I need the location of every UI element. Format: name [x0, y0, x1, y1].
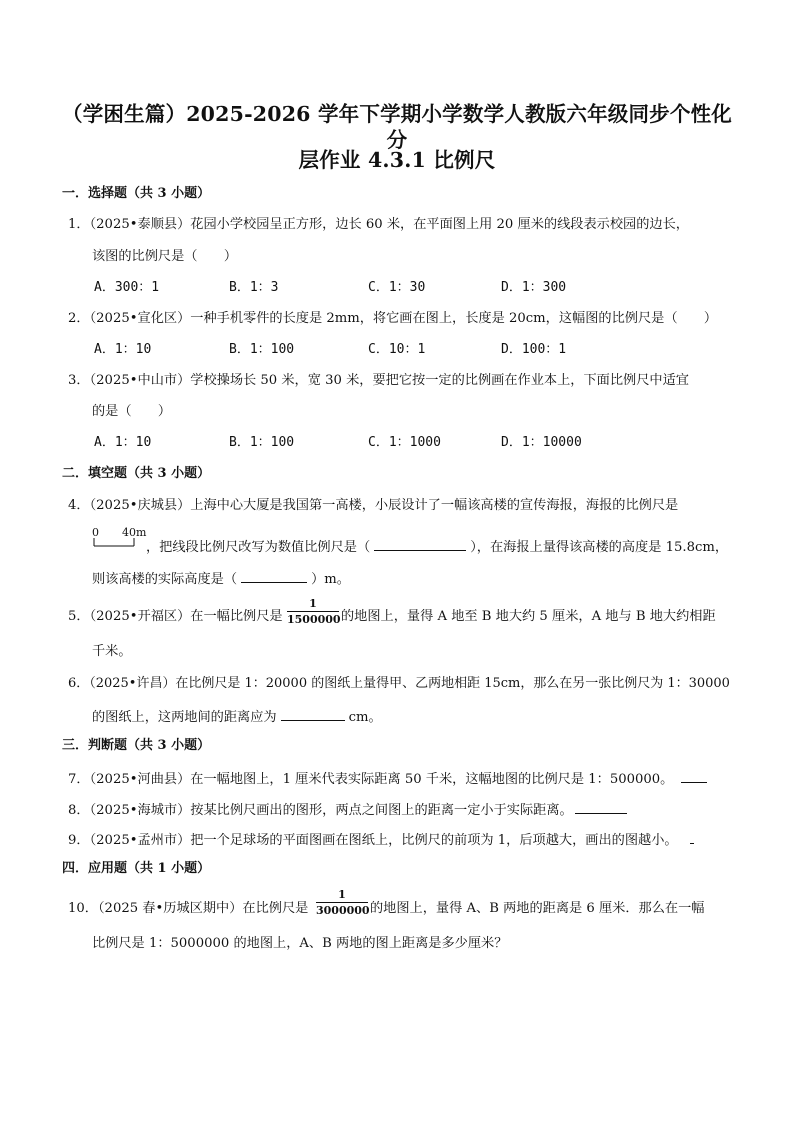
q2-option-d: D．100：1 [501, 342, 567, 357]
q10-fraction-bar [316, 902, 368, 903]
q3-option-a: A．1：10 [94, 435, 152, 450]
q1-option-d: D．1：300 [501, 280, 567, 295]
question-8-line1 [68, 800, 627, 820]
page-title-line1: （学困生篇）2025-2026 学年下学期小学数学人教版六年级同步个性化分 [62, 102, 732, 152]
q4-line3-prefix: 则该高楼的实际高度是（ [92, 572, 238, 587]
q7-blank-answer[interactable] [681, 769, 707, 783]
q2-option-b: B．1：100 [229, 342, 295, 357]
q8-blank-answer[interactable] [575, 800, 627, 814]
question-9-line1 [68, 830, 694, 850]
q1-option-c: C．1：30 [368, 280, 426, 295]
scale-length-label: 40m [122, 526, 147, 539]
question-1-line2: 该图的比例尺是（ ） [92, 249, 238, 264]
section-heading-judge: 三．判断题（共 3 小题） [62, 738, 211, 753]
question-2-line1: 2．（2025•宣化区）一种手机零件的长度是 2mm，将它画在图上，长度是 20cm，这幅图的比例尺是（ ） [68, 311, 718, 326]
page-title-line2: 层作业 4.3.1 比例尺 [298, 148, 496, 172]
q4-blank-ratio[interactable] [374, 537, 466, 551]
q4-line2-prefix: ，把线段比例尺改写为数值比例尺是（ [146, 540, 371, 555]
question-10-line2: 比例尺是 1：5000000 的地图上，A、B 两地的图上距离是多少厘米？ [92, 936, 508, 951]
scale-bar-icon [90, 536, 140, 548]
q6-line2-prefix: 的图纸上，这两地间的距离应为 [92, 710, 277, 725]
q4-line3-suffix: ）m。 [311, 572, 350, 587]
q1-option-a: A．300：1 [94, 280, 160, 295]
q3-option-c: C．1：1000 [368, 435, 441, 450]
q5-fraction-numerator: 1 [309, 597, 317, 610]
q9-text: 9．（2025•孟州市）把一个足球场的平面图画在图纸上，比例尺的前项为 1，后项越大，画出的图越小。 [68, 833, 678, 848]
section-heading-fill: 二．填空题（共 3 小题） [62, 466, 211, 481]
q10-scale-fraction [316, 888, 368, 917]
question-5-prefix: 5．（2025•开福区）在一幅比例尺是 [68, 609, 283, 624]
q10-fraction-denominator: 3000000 [316, 904, 370, 917]
question-4-line1: 4．（2025•庆城县）上海中心大厦是我国第一高楼，小辰设计了一幅该高楼的宣传海报，海报的比例尺是 [68, 498, 679, 513]
q7-text: 7．（2025•河曲县）在一幅地图上，1 厘米代表实际距离 50 千米，这幅地图的比例尺是 1：500000。 [68, 772, 674, 787]
q5-fraction-bar [287, 611, 339, 612]
question-5-line2: 千米。 [92, 644, 132, 659]
q5-scale-fraction [287, 597, 339, 626]
q2-option-a: A．1：10 [94, 342, 152, 357]
q4-line2-suffix: ），在海报上量得该高楼的高度是 15.8cm， [470, 540, 729, 555]
question-5-suffix: 的地图上，量得 A 地至 B 地大约 5 厘米，A 地与 B 地大约相距 [341, 609, 716, 624]
q6-blank-distance[interactable] [281, 707, 345, 721]
question-4-line3 [92, 569, 350, 589]
question-10-prefix: 10．（2025 春•历城区期中）在比例尺是 [68, 901, 309, 916]
question-10-suffix: 的地图上，量得 A、B 两地的距离是 6 厘米．那么在一幅 [370, 901, 705, 916]
q1-option-b: B．1：3 [229, 280, 279, 295]
question-7-line1 [68, 769, 707, 789]
q10-fraction-numerator: 1 [338, 888, 346, 901]
q2-option-c: C．10：1 [368, 342, 426, 357]
segment-scale-diagram [90, 526, 152, 548]
question-1-line1: 1．（2025•泰顺县）花园小学校园呈正方形，边长 60 米，在平面图上用 20 厘米的线段表示校园的边长， [68, 217, 689, 232]
q9-blank-answer[interactable] [690, 830, 694, 844]
section-heading-choice: 一．选择题（共 3 小题） [62, 186, 211, 201]
question-3-line1: 3．（2025•中山市）学校操场长 50 米，宽 30 米，要把它按一定的比例画在作业本上，下面比例尺中适宜 [68, 373, 689, 388]
scale-zero-label: 0 [92, 526, 99, 539]
question-6-line1: 6．（2025•许昌）在比例尺是 1：20000 的图纸上量得甲、乙两地相距 15cm，那么在另一张比例尺为 1：30000 [68, 676, 730, 691]
q3-option-d: D．1：10000 [501, 435, 582, 450]
q4-blank-height[interactable] [241, 569, 307, 583]
question-4-line2 [146, 537, 728, 557]
q5-fraction-denominator: 1500000 [287, 613, 341, 626]
q3-option-b: B．1：100 [229, 435, 295, 450]
section-heading-application: 四．应用题（共 1 小题） [62, 861, 211, 876]
q6-line2-suffix: cm。 [348, 710, 382, 725]
question-6-line2 [92, 707, 382, 727]
question-3-line2: 的是（ ） [92, 404, 172, 419]
q8-text: 8．（2025•海城市）按某比例尺画出的图形，两点之间图上的距离一定小于实际距离。 [68, 803, 573, 818]
